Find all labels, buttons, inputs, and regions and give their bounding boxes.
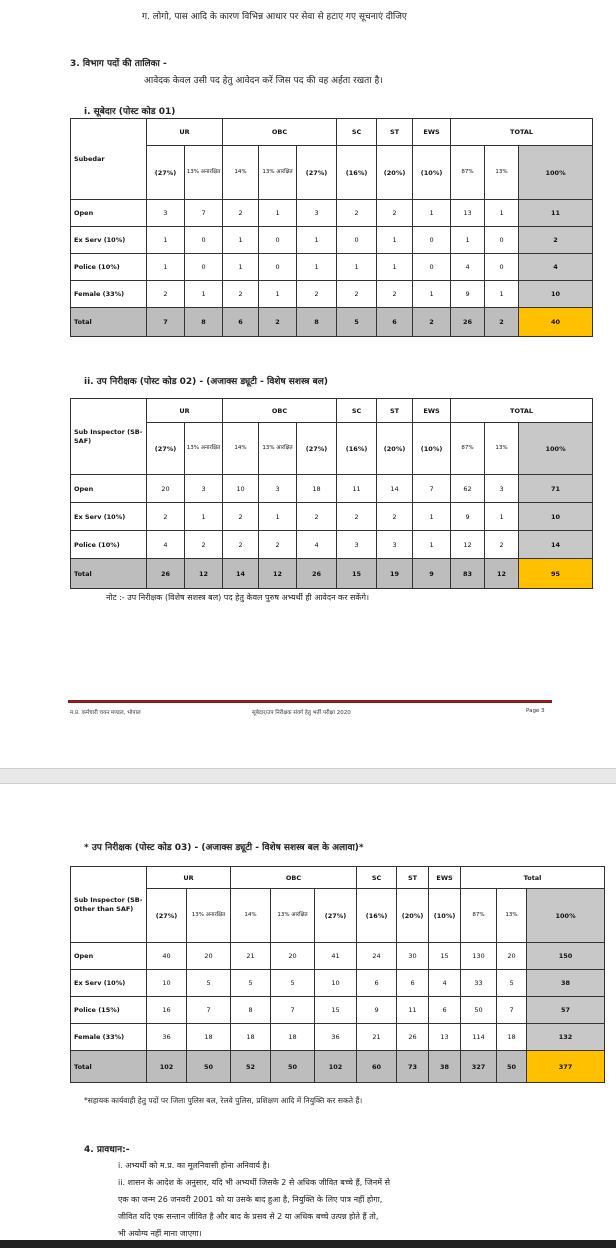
cell: 14	[377, 475, 413, 503]
cell: 2	[147, 503, 185, 531]
table-total-row	[71, 308, 593, 337]
cell: 26	[147, 559, 185, 589]
cell: 7	[271, 997, 315, 1024]
cell: 10	[519, 281, 593, 308]
cell: 50	[497, 1051, 527, 1083]
cell: 15	[337, 559, 377, 589]
row-label: Total	[71, 1051, 147, 1083]
cell: 1	[259, 281, 297, 308]
cell: 12	[185, 559, 223, 589]
page-separator	[0, 768, 616, 784]
group-header-sc: SC	[337, 119, 377, 146]
cell: 327	[461, 1051, 497, 1083]
cell: 7	[185, 200, 223, 227]
cell: 2	[223, 503, 259, 531]
cell: 2	[337, 281, 377, 308]
table-1-title: i. सूबेदार (पोस्ट कोड 01)	[84, 107, 176, 117]
cell: 83	[451, 559, 485, 589]
cell: 26	[297, 559, 337, 589]
cell: 11	[397, 997, 429, 1024]
sub-header: (27%)	[315, 889, 357, 943]
sub-header: 13% आरक्षित	[259, 423, 297, 475]
sub-header: 13%	[485, 423, 519, 475]
sub-header: (16%)	[357, 889, 397, 943]
cell: 40	[147, 943, 187, 970]
cell: 3	[147, 200, 185, 227]
row-label: Female (33%)	[71, 281, 147, 308]
footer-page-number: Page 3	[526, 708, 545, 714]
cell: 6	[429, 997, 461, 1024]
cell: 0	[337, 227, 377, 254]
table-2-title: ii. उप निरीक्षक (पोस्ट कोड 02) - (अजाक्स ड्यूटी - विशेष सशस्त्र बल)	[84, 377, 328, 387]
cell: 1	[297, 254, 337, 281]
cell: 7	[187, 997, 231, 1024]
cell: 1	[485, 281, 519, 308]
cell: 1	[413, 200, 451, 227]
cell: 62	[451, 475, 485, 503]
sub-header: 87%	[461, 889, 497, 943]
cell: 12	[485, 559, 519, 589]
row-label: Open	[71, 200, 147, 227]
group-header-obc: OBC	[231, 867, 357, 889]
section-3-heading: 3. विभाग पदों की तालिका -	[70, 59, 167, 69]
cell: 13	[451, 200, 485, 227]
cell: 1	[413, 281, 451, 308]
group-header-ur: UR	[147, 867, 231, 889]
cell: 73	[397, 1051, 429, 1083]
grand-total-cell: 95	[519, 559, 593, 589]
sub-header: 13% अनारक्षित	[185, 423, 223, 475]
document-page-2	[0, 784, 616, 1248]
row-label: Ex Serv (10%)	[71, 970, 147, 997]
cell: 5	[337, 308, 377, 337]
table-row	[71, 970, 605, 997]
table-corner: Subedar	[71, 119, 147, 200]
cell: 15	[315, 997, 357, 1024]
group-header-ews: EWS	[413, 399, 451, 423]
cell: 4	[429, 970, 461, 997]
cell: 7	[413, 475, 451, 503]
cell: 1	[223, 227, 259, 254]
sub-header: (27%)	[147, 146, 185, 200]
cell: 30	[397, 943, 429, 970]
section-4-heading: 4. प्रावधान:-	[84, 1145, 130, 1155]
footer-center: सूबेदार/उप निरीक्षक संवर्ग हेतु भर्ती परीक्षा 2020	[252, 710, 351, 716]
cell: 3	[377, 531, 413, 559]
table-row	[71, 281, 593, 308]
row-label: Ex Serv (10%)	[71, 503, 147, 531]
cell: 0	[185, 254, 223, 281]
cell: 6	[377, 308, 413, 337]
cell: 1	[485, 503, 519, 531]
cell: 132	[527, 1024, 605, 1051]
cell: 1	[485, 200, 519, 227]
cell: 19	[377, 559, 413, 589]
cell: 9	[451, 281, 485, 308]
sub-header: (27%)	[297, 146, 337, 200]
cell: 3	[337, 531, 377, 559]
grand-total-cell: 377	[527, 1051, 605, 1083]
sub-header: (27%)	[297, 423, 337, 475]
cell: 0	[259, 254, 297, 281]
cell: 5	[497, 970, 527, 997]
group-header-st: ST	[377, 399, 413, 423]
cell: 3	[297, 200, 337, 227]
cell: 2	[223, 281, 259, 308]
cell: 114	[461, 1024, 497, 1051]
grand-total-cell: 40	[519, 308, 593, 337]
cell: 50	[461, 997, 497, 1024]
provision-item: i. अभ्यर्थी को म.प्र. का मूलनिवासी होना अनिवार्य है।	[118, 1161, 270, 1170]
cell: 16	[147, 997, 187, 1024]
cell: 2	[259, 531, 297, 559]
group-header-obc: OBC	[223, 399, 337, 423]
cell: 4	[519, 254, 593, 281]
provision-item: जीवित यदि एक सन्तान जीवित है और बाद के प्रसव से 2 या अधिक बच्चे उत्पन्न होते हैं तो,	[118, 1212, 379, 1221]
provision-item: एक का जन्म 26 जनवरी 2001 को या उसके बाद हुआ है, नियुक्ति के लिए पात्र नहीं होगा,	[118, 1195, 383, 1204]
sub-header: 14%	[231, 889, 271, 943]
cell: 9	[413, 559, 451, 589]
cell: 2	[337, 503, 377, 531]
table-3-title: * उप निरीक्षक (पोस्ट कोड 03) - (अजाक्स ड्यूटी - विशेष सशस्त्र बल के अलावा)*	[84, 843, 364, 853]
cell: 18	[297, 475, 337, 503]
cell: 26	[397, 1024, 429, 1051]
cell: 1	[185, 281, 223, 308]
cell: 1	[185, 503, 223, 531]
cell: 1	[147, 227, 185, 254]
cell: 2	[147, 281, 185, 308]
row-label: Open	[71, 943, 147, 970]
cell: 0	[259, 227, 297, 254]
cell: 38	[429, 1051, 461, 1083]
footer-divider	[68, 700, 552, 703]
sub-header: (20%)	[377, 146, 413, 200]
row-label: Female (33%)	[71, 1024, 147, 1051]
cell: 12	[451, 531, 485, 559]
group-header-obc: OBC	[223, 119, 337, 146]
sub-header: 100%	[519, 423, 593, 475]
cell: 3	[485, 475, 519, 503]
cell: 2	[377, 281, 413, 308]
cell: 3	[185, 475, 223, 503]
group-header-total: TOTAL	[451, 119, 593, 146]
cell: 20	[187, 943, 231, 970]
cell: 8	[231, 997, 271, 1024]
sub-header: (27%)	[147, 889, 187, 943]
cell: 18	[187, 1024, 231, 1051]
cell: 3	[259, 475, 297, 503]
cell: 50	[271, 1051, 315, 1083]
sub-header: 87%	[451, 146, 485, 200]
cell: 102	[315, 1051, 357, 1083]
table-row	[71, 475, 593, 503]
group-header-total: Total	[461, 867, 605, 889]
row-label: Police (15%)	[71, 997, 147, 1024]
row-label: Open	[71, 475, 147, 503]
table-row	[71, 503, 593, 531]
cell: 5	[187, 970, 231, 997]
cell: 2	[413, 308, 451, 337]
group-header-ur: UR	[147, 119, 223, 146]
sub-header: (16%)	[337, 423, 377, 475]
cell: 14	[223, 559, 259, 589]
group-header-ews: EWS	[429, 867, 461, 889]
cell: 10	[223, 475, 259, 503]
provision-item: भी अयोग्य नहीं माना जाएगा।	[118, 1229, 202, 1238]
row-label: Total	[71, 559, 147, 589]
cell: 12	[259, 559, 297, 589]
cell: 11	[337, 475, 377, 503]
viewer-bottom-bar	[0, 1240, 616, 1248]
table-row	[71, 200, 593, 227]
cell: 6	[223, 308, 259, 337]
cell: 10	[315, 970, 357, 997]
table-2-note: नोट :- उप निरीक्षक (विशेष सशस्त्र बल) पद हेतु केवल पुरुष अभ्यर्थी ही आवेदन कर सकेंगे।	[106, 593, 370, 602]
row-label: Total	[71, 308, 147, 337]
sub-header: (16%)	[337, 146, 377, 200]
sub-header: (10%)	[413, 423, 451, 475]
top-text-line: ग. लोगो, पास आदि के कारण विभिन्न आधार पर सेवा से हटाए गए सूचनाएं दीजिए	[142, 12, 407, 22]
sub-header: (10%)	[413, 146, 451, 200]
cell: 7	[497, 997, 527, 1024]
cell: 1	[377, 227, 413, 254]
sub-header: 100%	[519, 146, 593, 200]
table-row	[71, 943, 605, 970]
footer-left: म.प्र. कर्मचारी चयन मण्डल, भोपाल	[70, 710, 141, 716]
cell: 1	[377, 254, 413, 281]
sub-header: (20%)	[377, 423, 413, 475]
cell: 36	[315, 1024, 357, 1051]
group-header-st: ST	[377, 119, 413, 146]
cell: 0	[485, 254, 519, 281]
table-row	[71, 227, 593, 254]
sub-inspector-saf-seat-table	[70, 398, 593, 589]
sub-header: (10%)	[429, 889, 461, 943]
sub-header: (27%)	[147, 423, 185, 475]
group-header-sc: SC	[357, 867, 397, 889]
cell: 2	[377, 503, 413, 531]
cell: 21	[357, 1024, 397, 1051]
cell: 9	[357, 997, 397, 1024]
table-row	[71, 997, 605, 1024]
cell: 2	[259, 308, 297, 337]
cell: 2	[377, 200, 413, 227]
sub-header: 13%	[497, 889, 527, 943]
cell: 4	[451, 254, 485, 281]
cell: 1	[297, 227, 337, 254]
group-header-total: TOTAL	[451, 399, 593, 423]
cell: 2	[485, 308, 519, 337]
table-row	[71, 254, 593, 281]
cell: 36	[147, 1024, 187, 1051]
table-total-row	[71, 1051, 605, 1083]
cell: 0	[185, 227, 223, 254]
cell: 7	[147, 308, 185, 337]
cell: 0	[413, 254, 451, 281]
cell: 4	[147, 531, 185, 559]
group-header-ews: EWS	[413, 119, 451, 146]
sub-header: 13% अनारक्षित	[187, 889, 231, 943]
table-corner: Sub Inspector (SB-SAF)	[71, 399, 147, 475]
table-total-row	[71, 559, 593, 589]
cell: 52	[231, 1051, 271, 1083]
cell: 150	[527, 943, 605, 970]
cell: 26	[451, 308, 485, 337]
sub-header: 100%	[527, 889, 605, 943]
sub-header: 13% आरक्षित	[259, 146, 297, 200]
sub-header: (20%)	[397, 889, 429, 943]
cell: 1	[259, 200, 297, 227]
cell: 2	[297, 281, 337, 308]
cell: 8	[297, 308, 337, 337]
row-label: Police (10%)	[71, 531, 147, 559]
cell: 18	[271, 1024, 315, 1051]
cell: 21	[231, 943, 271, 970]
section-3-note: आवेदक केवल उसी पद हेतु आवेदन करें जिस पद की वह अर्हता रखता है।	[144, 76, 383, 86]
cell: 10	[147, 970, 187, 997]
cell: 2	[337, 200, 377, 227]
cell: 13	[429, 1024, 461, 1051]
cell: 6	[397, 970, 429, 997]
sub-header: 13%	[485, 146, 519, 200]
group-header-ur: UR	[147, 399, 223, 423]
cell: 18	[231, 1024, 271, 1051]
cell: 1	[451, 227, 485, 254]
provision-item: ii. शासन के आदेश के अनुसार, यदि भी अभ्यर्थी जिसके 2 से अधिक जीवित बच्चे हैं, जिनमें से	[118, 1178, 390, 1187]
cell: 1	[337, 254, 377, 281]
cell: 20	[147, 475, 185, 503]
cell: 5	[231, 970, 271, 997]
cell: 57	[527, 997, 605, 1024]
sub-header: 87%	[451, 423, 485, 475]
table-row	[71, 1024, 605, 1051]
cell: 20	[271, 943, 315, 970]
cell: 102	[147, 1051, 187, 1083]
group-header-sc: SC	[337, 399, 377, 423]
cell: 2	[519, 227, 593, 254]
cell: 1	[147, 254, 185, 281]
cell: 0	[485, 227, 519, 254]
cell: 1	[413, 531, 451, 559]
cell: 2	[185, 531, 223, 559]
cell: 15	[429, 943, 461, 970]
cell: 2	[485, 531, 519, 559]
cell: 60	[357, 1051, 397, 1083]
cell: 2	[297, 503, 337, 531]
cell: 50	[187, 1051, 231, 1083]
table-row	[71, 531, 593, 559]
cell: 8	[185, 308, 223, 337]
cell: 0	[413, 227, 451, 254]
cell: 130	[461, 943, 497, 970]
cell: 1	[259, 503, 297, 531]
cell: 20	[497, 943, 527, 970]
row-label: Ex Serv (10%)	[71, 227, 147, 254]
cell: 9	[451, 503, 485, 531]
cell: 2	[223, 200, 259, 227]
sub-header: 14%	[223, 146, 259, 200]
cell: 33	[461, 970, 497, 997]
cell: 2	[223, 531, 259, 559]
cell: 18	[497, 1024, 527, 1051]
subedar-seat-table	[70, 118, 593, 337]
cell: 38	[527, 970, 605, 997]
sub-header: 14%	[223, 423, 259, 475]
cell: 11	[519, 200, 593, 227]
cell: 1	[223, 254, 259, 281]
cell: 4	[297, 531, 337, 559]
cell: 71	[519, 475, 593, 503]
cell: 6	[357, 970, 397, 997]
cell: 10	[519, 503, 593, 531]
cell: 24	[357, 943, 397, 970]
cell: 5	[271, 970, 315, 997]
sub-header: 13% आरक्षित	[271, 889, 315, 943]
group-header-st: ST	[397, 867, 429, 889]
sub-header: 13% अनारक्षित	[185, 146, 223, 200]
cell: 1	[413, 503, 451, 531]
cell: 41	[315, 943, 357, 970]
cell: 14	[519, 531, 593, 559]
row-label: Police (10%)	[71, 254, 147, 281]
sub-inspector-other-seat-table	[70, 866, 605, 1083]
table-3-note: *सहायक कार्यवाही हेतु पदों पर जिला पुलिस बल, रेलवे पुलिस, प्रशिक्षण आदि में नियुक्ति कर सकते हैं।	[84, 1096, 363, 1105]
table-corner: Sub Inspector (SB-Other than SAF)	[71, 867, 147, 943]
